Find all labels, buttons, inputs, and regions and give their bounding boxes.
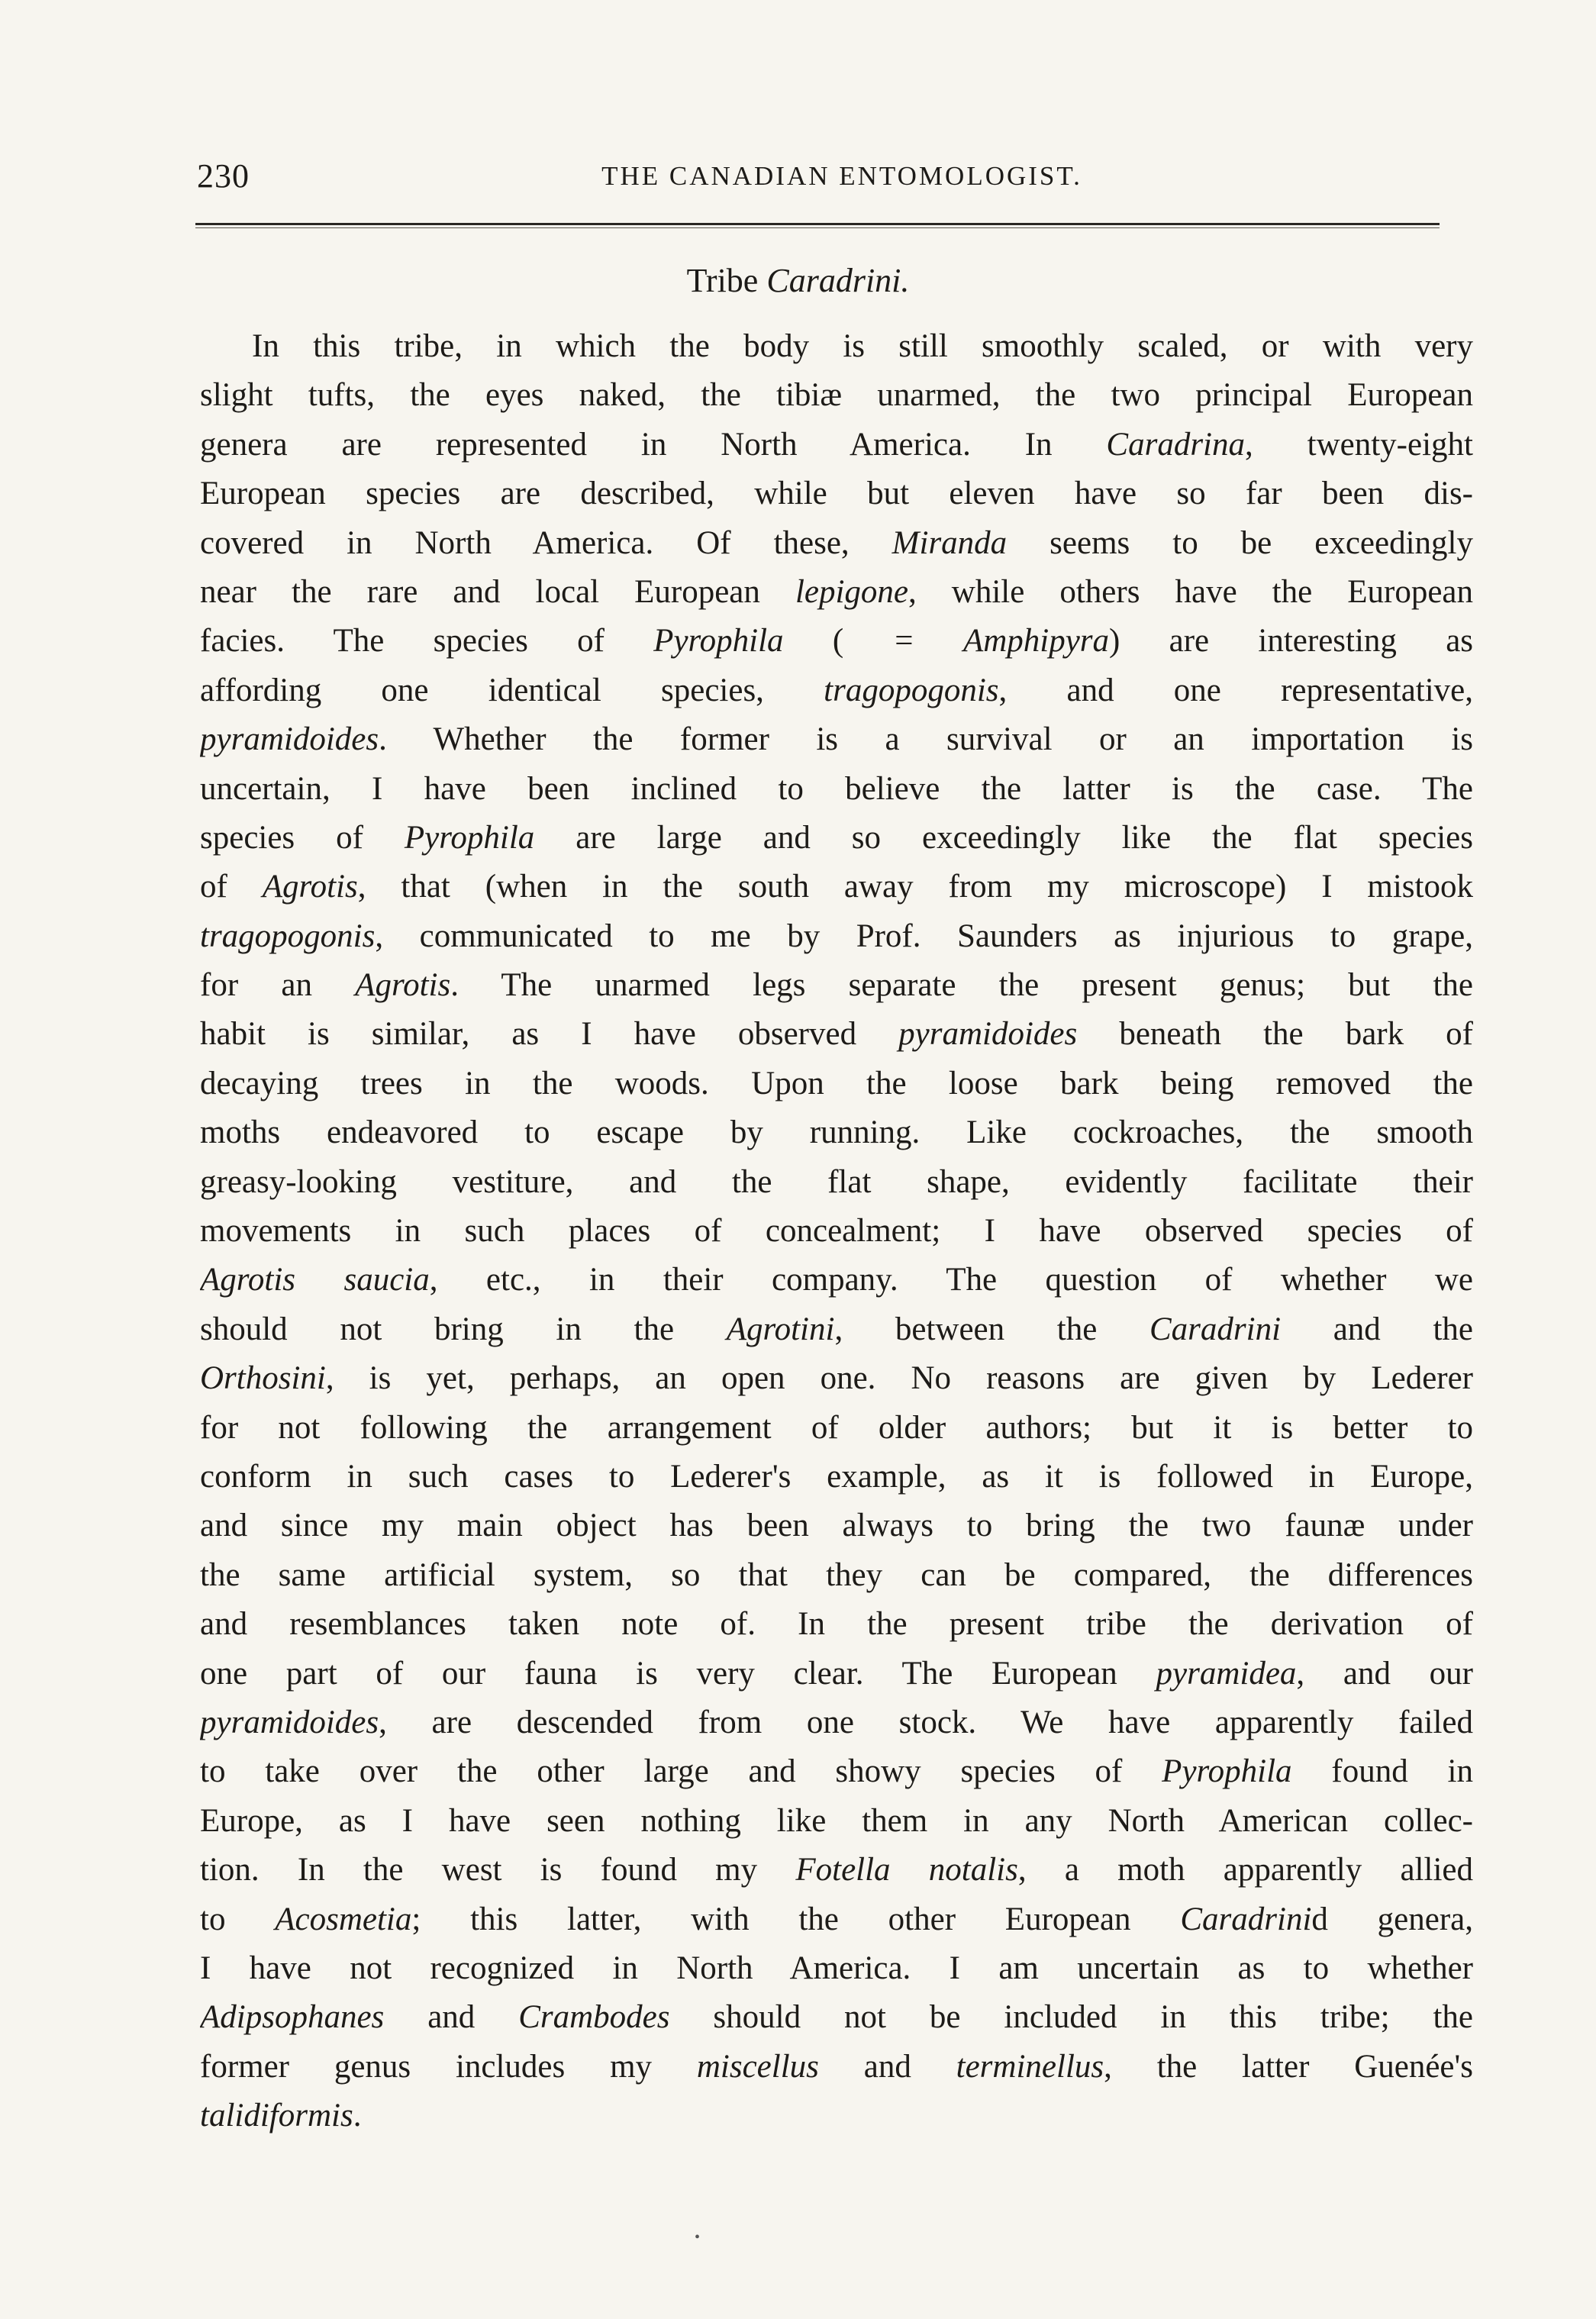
text-line: In this tribe, in which the body is still smoothly scaled, or with very [252,328,1473,364]
text-line: pyramidoides. Whether the former is a survival or an importation is [200,721,1473,758]
text-line: genera are represented in North America. In Caradrina, twenty-eight [200,426,1473,463]
body-paragraph [200,322,1473,2140]
text-line: affording one identical species, tragopogonis, and one representative, [200,672,1473,708]
text-line: facies. The species of Pyrophila ( = Amphipyra) are interesting as [200,623,1473,660]
text-line: I have not recognized in North America. I am uncertain as to whether [200,1950,1473,1986]
text-line: moths endeavored to escape by running. Like cockroaches, the smooth [200,1114,1473,1151]
text-line: habit is similar, as I have observed pyramidoides beneath the bark of [200,1016,1473,1053]
text-line: conform in such cases to Lederer's example, as it is followed in Europe, [200,1458,1473,1495]
text-line: the same artificial system, so that they can be compared, the differences [200,1556,1473,1593]
text-line: tragopogonis, communicated to me by Prof. Saunders as injurious to grape, [200,918,1473,954]
text-line: Orthosini, is yet, perhaps, an open one. No reasons are given by Lederer [200,1360,1473,1397]
text-line: should not bring in the Agrotini, between the Caradrini and the [200,1311,1473,1347]
text-line: uncertain, I have been inclined to believe the latter is the case. The [200,770,1473,807]
running-head: THE CANADIAN ENTOMOLOGIST. [601,161,1082,191]
text-line: movements in such places of concealment; I have observed species of [200,1213,1473,1250]
text-line: covered in North America. Of these, Miranda seems to be exceedingly [200,524,1473,561]
text-line: to take over the other large and showy species of Pyrophila found in [200,1753,1473,1790]
page-number: 230 [197,157,250,195]
text-line: and resemblances taken note of. In the present tribe the derivation of [200,1606,1473,1643]
text-line: greasy-looking vestiture, and the flat shape, evidently facilitate their [200,1163,1473,1200]
text-line: near the rare and local European lepigone, while others have the European [200,573,1473,610]
section-heading-taxon: Caradrini. [766,262,910,299]
text-line: European species are described, while but eleven have so far been dis- [200,476,1473,512]
text-line: for an Agrotis. The unarmed legs separate the present genus; but the [200,967,1473,1004]
section-heading [0,258,1596,304]
text-line: Europe, as I have seen nothing like them in any North American collec- [200,1802,1473,1839]
text-line: of Agrotis, that (when in the south away from my microscope) I mistook [200,869,1473,905]
footer-mark: • [695,2229,701,2246]
text-line: slight tufts, the eyes naked, the tibiæ unarmed, the two principal European [200,377,1473,414]
text-line: former genus includes my miscellus and terminellus, the latter Guenée's [200,2048,1473,2085]
header-rule-thin [195,227,1440,228]
text-line: and since my main object has been always to bring the two faunæ under [200,1508,1473,1544]
section-heading-prefix: Tribe [686,262,767,299]
text-line: Adipsophanes and Crambodes should not be included in this tribe; the [200,1999,1473,2036]
header-rule [195,223,1440,225]
page-header [197,150,1487,203]
text-line: decaying trees in the woods. Upon the loose bark being removed the [200,1065,1473,1101]
text-line: species of Pyrophila are large and so exceedingly like the flat species [200,819,1473,856]
text-line: tion. In the west is found my Fotella notalis, a moth apparently allied [200,1852,1473,1888]
text-line: pyramidoides, are descended from one stock. We have apparently failed [200,1704,1473,1740]
text-line: one part of our fauna is very clear. The European pyramidea, and our [200,1655,1473,1692]
text-line: Agrotis saucia, etc., in their company. The question of whether we [200,1262,1473,1298]
text-line: talidiformis. [200,2098,362,2134]
text-line: to Acosmetia; this latter, with the other European Caradrinid genera, [200,1901,1473,1937]
text-line: for not following the arrangement of older authors; but it is better to [200,1409,1473,1446]
